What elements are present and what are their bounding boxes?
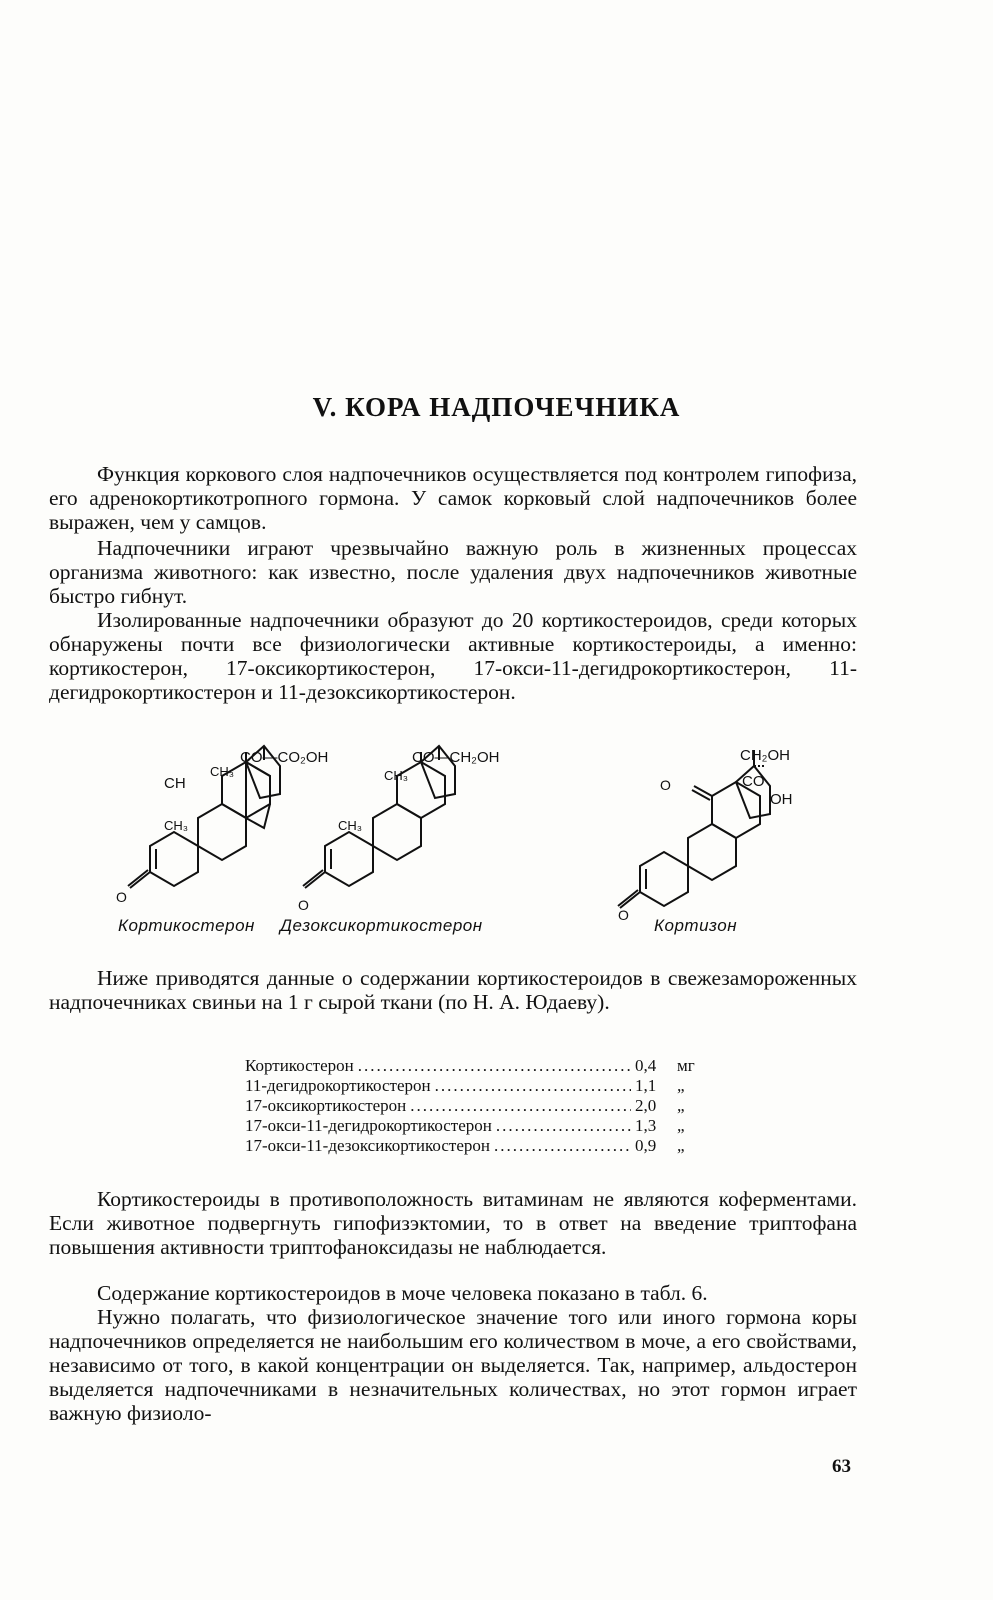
f3-oxygen-top-label: O	[660, 777, 671, 793]
formula-2-skeleton	[303, 746, 455, 888]
table-row	[245, 1096, 705, 1116]
table-row-value: 1,3	[635, 1116, 657, 1135]
paragraph-5: Кортикостероиды в противоположность витаминам не являются коферментами. Если животное подвергнуть гипофизэктомии, то в ответ на введение триптофана повышения активности триптофаноксидазы не наблюдается.	[49, 1187, 857, 1259]
formulas-drawing	[100, 738, 860, 938]
paragraph-7: Нужно полагать, что физиологическое значение того или иного гормона коры надпочечников определяется не наибольшим его количеством в моче, а его свойствами, независимо от того, в какой концентрации он выделяется. Так, например, альдостерон выделяется надпочечниками в незначительных количествах, но этот гормон играет важную физиоло-	[49, 1305, 857, 1425]
f1-oxygen-label: O	[116, 889, 127, 905]
formula-1-skeleton	[128, 746, 280, 888]
f1-ch-label: CH	[164, 775, 186, 792]
structural-formulas	[100, 738, 860, 938]
table-row-unit: „	[677, 1116, 685, 1135]
f1-group-label: CO—CO₂OH	[240, 749, 329, 766]
leader-dots	[494, 1136, 631, 1156]
paragraph-3: Изолированные надпочечники образуют до 20 кортикостероидов, среди которых обнаружены почти все физиологически активные кортикостероиды, а именно: кортикостерон, 17-оксикортикостерон, 17-окси-11-дегидрокортикостерон, 11-дегидрокортикостерон и 11-дезоксикортикостерон.	[49, 608, 857, 704]
table-row	[245, 1116, 705, 1136]
table-row	[245, 1136, 705, 1156]
leader-dots	[358, 1056, 631, 1076]
formula-1-name: Кортикостерон	[118, 916, 255, 935]
table-row-name: 17-окси-11-дегидрокортикостерон	[245, 1116, 492, 1135]
table-row	[245, 1056, 705, 1076]
paragraph-6: Содержание кортикостероидов в моче человека показано в табл. 6.	[97, 1281, 708, 1305]
f2-ch3-mid-label: CH₃	[338, 818, 363, 833]
paragraph-4: Ниже приводятся данные о содержании кортикостероидов в свежезамороженных надпочечниках свиньи на 1 г сырой ткани (по Н. А. Юдаеву).	[49, 966, 857, 1014]
f1-ch3-top-label: CH₃	[210, 764, 235, 779]
table-row-unit: „	[677, 1076, 685, 1095]
leader-dots	[410, 1096, 631, 1116]
table-row-name: 17-оксикортикостерон	[245, 1096, 407, 1115]
f3-oh-label: OH	[770, 791, 793, 808]
formula-2-name: Дезоксикортикостерон	[280, 916, 483, 935]
formula-3-name: Кортизон	[654, 916, 738, 935]
chapter-heading: V. КОРА НАДПОЧЕЧНИКА	[312, 392, 681, 422]
f2-group-label: CO—CH₂OH	[412, 749, 500, 766]
table-row-unit: мг	[677, 1056, 695, 1075]
table-row-name: 11-дегидрокортикостерон	[245, 1076, 431, 1095]
page-number: 63	[832, 1456, 851, 1477]
f2-oxygen-label: O	[298, 897, 309, 913]
f2-ch3-top-label: CH₃	[384, 768, 409, 783]
table-row-unit: „	[677, 1136, 685, 1155]
table-row-name: 17-окси-11-дезоксикортикостерон	[245, 1136, 490, 1155]
table-row-value: 0,9	[635, 1136, 657, 1155]
f3-co-label: CO	[742, 773, 765, 790]
table-row-name: Кортикостерон	[245, 1056, 354, 1075]
table-row-unit: „	[677, 1096, 685, 1115]
table-row-value: 0,4	[635, 1056, 657, 1075]
paragraph-2: Надпочечники играют чрезвычайно важную роль в жизненных процессах организма животного: как известно, после удаления двух надпочечников животные быстро гибнут.	[49, 536, 857, 608]
leader-dots	[435, 1076, 631, 1096]
table-row-value: 2,0	[635, 1096, 657, 1115]
table-row-value: 1,1	[635, 1076, 657, 1095]
f1-ch3-mid-label: CH₃	[164, 818, 189, 833]
table-row	[245, 1076, 705, 1096]
f3-oxygen-label: O	[618, 907, 629, 923]
f3-ch2oh-label: CH₂OH	[740, 747, 790, 764]
paragraph-1: Функция коркового слоя надпочечников осуществляется под контролем гипофиза, его адренокортикотропного гормона. У самок корковый слой надпочечников более выражен, чем у самцов.	[49, 462, 857, 534]
leader-dots	[496, 1116, 631, 1136]
corticosteroid-table	[245, 1056, 705, 1156]
